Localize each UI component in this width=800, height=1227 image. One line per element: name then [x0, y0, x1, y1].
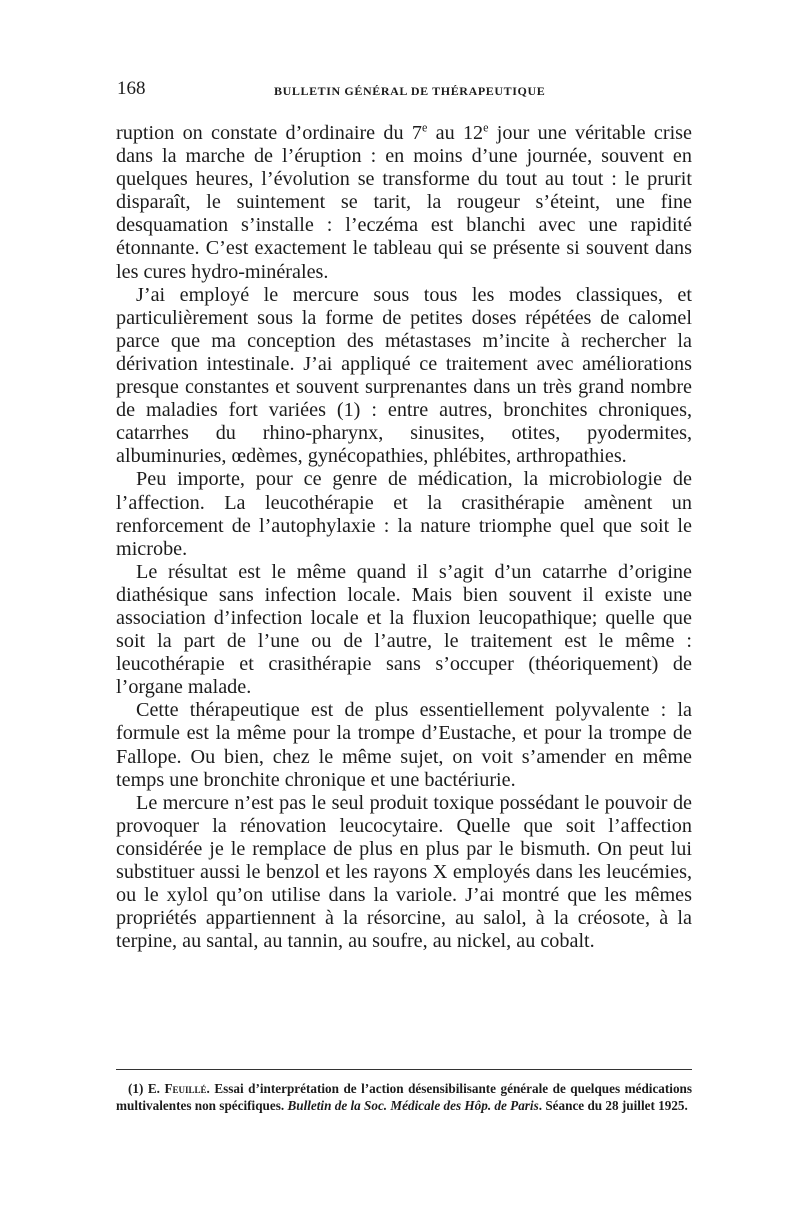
body-text: [116, 122, 692, 953]
paragraph-4: Le résultat est le même quand il s’agit d’un catarrhe d’origine diathésique sans infection locale. Mais bien souvent il existe une association d’infection locale et la fluxion leucopathique; quelle que soit la part de l’une ou de l’autre, le traitement est le même : leucothérapie et crasithérapie sans s’occuper (théoriquement) de l’organe malade.: [116, 560, 692, 699]
p1-sup-b: e: [483, 120, 489, 135]
p1-text-c: jour une véritable crise dans la marche de l’éruption : en moins d’une journée, souvent en quelques heures, l’évolution se transforme du tout au tout : le prurit disparaît, le suintement se tarit, la rougeur s’éteint, une fine desquamation s’installe : l’eczéma est blanchi avec une rapidité étonnante. C’est exactement le tableau qui se présente si souvent dans les cures hydro-minérales.: [116, 122, 692, 283]
p1-text-b: au 12: [427, 122, 484, 144]
paragraph-5: Cette thérapeutique est de plus essentiellement polyvalente : la formule est la même pour la trompe d’Eustache, et pour la trompe de Fallope. Ou bien, chez le même sujet, on voit s’amender en même temps une bronchite chronique et une bactériurie.: [116, 699, 692, 791]
footnote-text-a: . Essai d’interprétation de l’action désensibilisante générale de quelques médications multivalentes non spécifiques.: [116, 1081, 693, 1113]
running-head: BULLETIN GÉNÉRAL DE THÉRAPEUTIQUE: [274, 84, 546, 98]
paragraph-6: Le mercure n’est pas le seul produit toxique possédant le pouvoir de provoquer la rénovation leucocytaire. Quelle que soit l’affection considérée je le remplace de plus en plus par le bismuth. On peut lui substituer aussi le benzol et les rayons X employés dans les leucémies, ou le xylol qu’on utilise dans la variole. J’ai montré que les mêmes propriétés appartiennent à la résorcine, au salol, à la créosote, à la terpine, au santal, au tannin, au soufre, au nickel, au cobalt.: [116, 791, 692, 953]
footnote-text-b: . Séance du 28 juillet 1925.: [538, 1098, 688, 1113]
p1-text-a: ruption on constate d’ordinaire du 7: [116, 122, 422, 144]
footnote-marker: (1) E.: [128, 1081, 160, 1096]
footnote-journal: Bulletin de la Soc. Médicale des Hôp. de Paris: [287, 1098, 539, 1113]
footnote-author: Feuillé: [164, 1081, 207, 1096]
footnote: [116, 1080, 692, 1114]
paragraph-1: [116, 122, 692, 284]
paragraph-3: Peu importe, pour ce genre de médication, la microbiologie de l’affection. La leucothérapie et la crasithérapie amènent un renforcement de l’autophylaxie : la nature triomphe quel que soit le microbe.: [116, 468, 692, 560]
p1-sup-a: e: [421, 120, 428, 135]
paragraph-2: J’ai employé le mercure sous tous les modes classiques, et particulièrement sous la forme de petites doses répétées de calomel parce que ma conception des métastases m’incite à rechercher la dérivation intestinale. J’ai appliqué ce traitement avec améliorations presque constantes et souvent surprenantes dans un très grand nombre de maladies fort variées (1) : entre autres, bronchites chroniques, catarrhes du rhino-pharynx, sinusites, otites, pyodermites, albuminuries, œdèmes, gynécopathies, phlébites, arthropathies.: [116, 283, 692, 468]
page-number: 168: [117, 78, 146, 99]
footnote-rule: [116, 1069, 692, 1070]
